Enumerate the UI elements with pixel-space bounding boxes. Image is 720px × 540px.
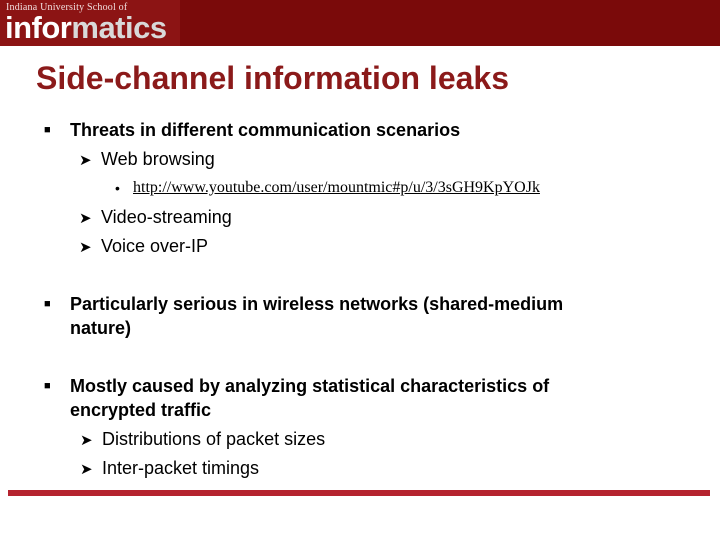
arrow-bullet-icon: ➤ [80, 432, 93, 449]
arrow-bullet-icon: ➤ [79, 152, 92, 169]
footer-bar [8, 490, 710, 496]
square-bullet-icon: ■ [44, 124, 51, 136]
logo-wordmark-part1: infor [5, 10, 72, 45]
arrow-bullet-icon: ➤ [79, 210, 92, 227]
arrow-bullet-icon: ➤ [80, 461, 93, 478]
square-bullet-icon: ■ [44, 380, 51, 392]
bullet-1-text: Threats in different communication scenarios [70, 120, 461, 140]
sub-item-packet-sizes: Distributions of packet sizes [102, 429, 326, 449]
dot-bullet-icon: • [115, 180, 120, 196]
sub-item-inter-packet-timings: Inter-packet timings [102, 458, 260, 478]
header-bar [0, 0, 720, 46]
bullet-2-line-2: nature) [70, 318, 132, 338]
bullet-3-line-2: encrypted traffic [70, 400, 212, 420]
bullet-3-line-1: Mostly caused by analyzing statistical characteristics of [70, 376, 550, 396]
arrow-bullet-icon: ➤ [79, 239, 92, 256]
logo-wordmark-part2: matics [71, 10, 167, 45]
sub-item-video-streaming: Video-streaming [101, 207, 232, 227]
sub-item-web-browsing: Web browsing [101, 149, 215, 169]
sub-item-voice-over-ip: Voice over-IP [101, 236, 209, 256]
logo-subtitle: Indiana University School of [6, 2, 128, 13]
square-bullet-icon: ■ [44, 298, 51, 310]
informatics-logo [0, 0, 180, 46]
slide-title: Side-channel information leaks [36, 60, 509, 96]
logo-wordmark [5, 10, 167, 46]
youtube-link[interactable]: http://www.youtube.com/user/mountmic#p/u/3/3sGH9KpYOJk [133, 179, 540, 196]
bullet-2-line-1: Particularly serious in wireless networks (shared-medium [70, 294, 564, 314]
